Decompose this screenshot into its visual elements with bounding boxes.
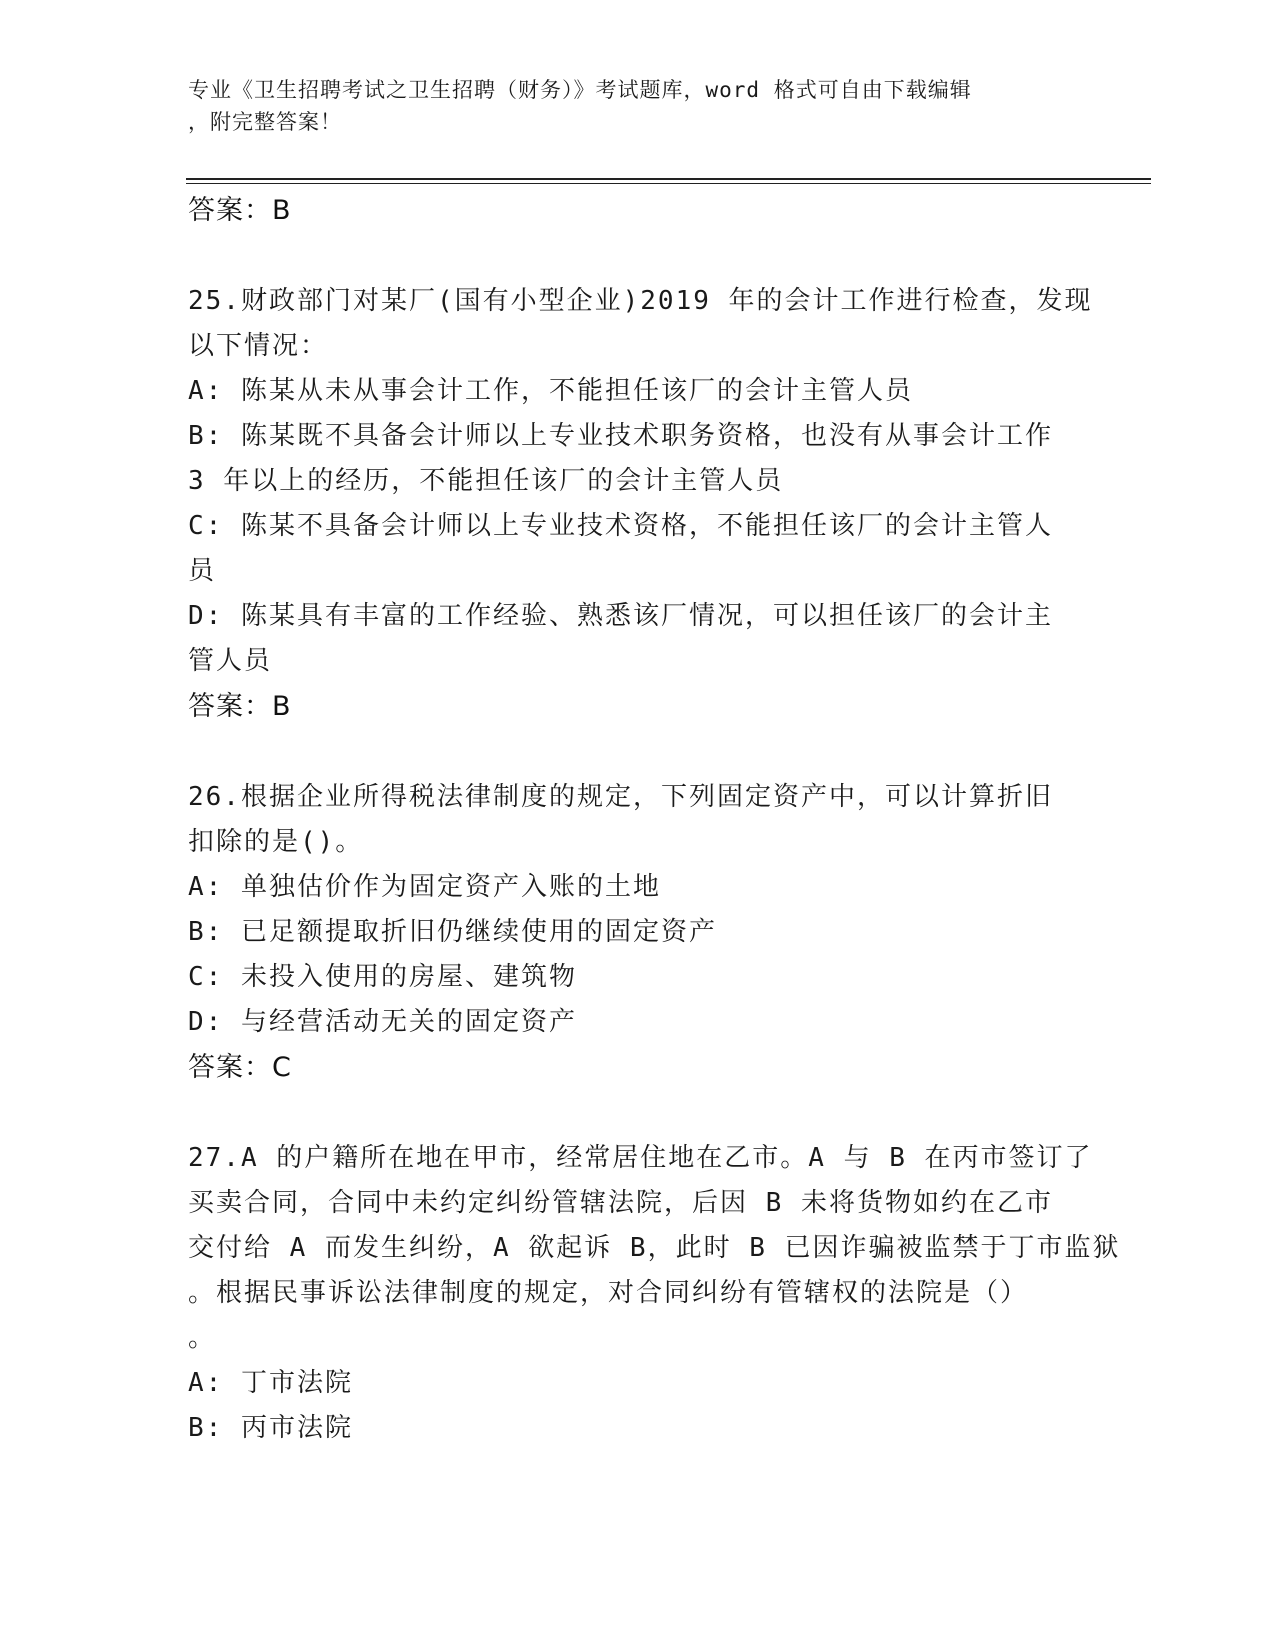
header-line-1: 专业《卫生招聘考试之卫生招聘（财务）》考试题库，word 格式可自由下载编辑 bbox=[188, 78, 972, 102]
question-25 bbox=[188, 279, 1093, 729]
question-27-stem-line: 。 bbox=[188, 1323, 217, 1353]
question-26-option-b: B: 已足额提取折旧仍继续使用的固定资产 bbox=[188, 917, 717, 947]
question-26-option-d: D: 与经营活动无关的固定资产 bbox=[188, 1007, 577, 1037]
header-line-2: ，附完整答案！ bbox=[188, 110, 342, 134]
question-25-stem-line: 以下情况： bbox=[188, 331, 329, 361]
question-26-stem-line: 扣除的是()。 bbox=[188, 827, 364, 857]
question-25-option-c: C: 陈某不具备会计师以上专业技术资格，不能担任该厂的会计主管人 bbox=[188, 511, 1053, 541]
spacer bbox=[188, 729, 1088, 775]
page-header bbox=[188, 74, 1088, 138]
question-26-option-c: C: 未投入使用的房屋、建筑物 bbox=[188, 962, 577, 992]
question-25-option-d: D: 陈某具有丰富的工作经验、熟悉该厂情况，可以担任该厂的会计主 bbox=[188, 601, 1053, 631]
question-27-stem-line: 买卖合同，合同中未约定纠纷管辖法院，后因 B 未将货物如约在乙市 bbox=[188, 1188, 1053, 1218]
header-divider-thick bbox=[186, 178, 1151, 180]
question-25-stem-line: 25.财政部门对某厂(国有小型企业)2019 年的会计工作进行检查，发现 bbox=[188, 286, 1093, 316]
question-27-stem-line: 27.A 的户籍所在地在甲市，经常居住地在乙市。A 与 B 在丙市签订了 bbox=[188, 1143, 1093, 1173]
question-27-option-a: A: 丁市法院 bbox=[188, 1368, 353, 1398]
question-body bbox=[188, 188, 1121, 1451]
question-25-option-b: B: 陈某既不具备会计师以上专业技术职务资格，也没有从事会计工作 bbox=[188, 421, 1053, 451]
question-27-stem-line: 交付给 A 而发生纠纷，A 欲起诉 B，此时 B 已因诈骗被监禁于丁市监狱 bbox=[188, 1233, 1121, 1263]
question-26-stem-line: 26.根据企业所得税法律制度的规定，下列固定资产中，可以计算折旧 bbox=[188, 782, 1053, 812]
header-divider-thin bbox=[186, 183, 1151, 184]
spacer bbox=[188, 233, 1088, 279]
spacer bbox=[188, 1090, 1088, 1136]
question-26-answer: 答案：C bbox=[188, 1052, 292, 1083]
answer-previous: 答案：B bbox=[188, 195, 292, 226]
question-25-option-d-cont: 管人员 bbox=[188, 646, 273, 676]
question-26 bbox=[188, 775, 1088, 1090]
question-27-stem-line: 。根据民事诉讼法律制度的规定，对合同纠纷有管辖权的法院是（） bbox=[188, 1278, 1029, 1308]
question-27-option-b: B: 丙市法院 bbox=[188, 1413, 353, 1443]
question-25-answer: 答案：B bbox=[188, 691, 292, 722]
question-27 bbox=[188, 1136, 1121, 1451]
question-25-option-a: A: 陈某从未从事会计工作，不能担任该厂的会计主管人员 bbox=[188, 376, 913, 406]
question-26-option-a: A: 单独估价作为固定资产入账的土地 bbox=[188, 872, 661, 902]
question-25-option-b-cont: 3 年以上的经历，不能担任该厂的会计主管人员 bbox=[188, 466, 784, 496]
question-25-option-c-cont: 员 bbox=[188, 556, 217, 586]
